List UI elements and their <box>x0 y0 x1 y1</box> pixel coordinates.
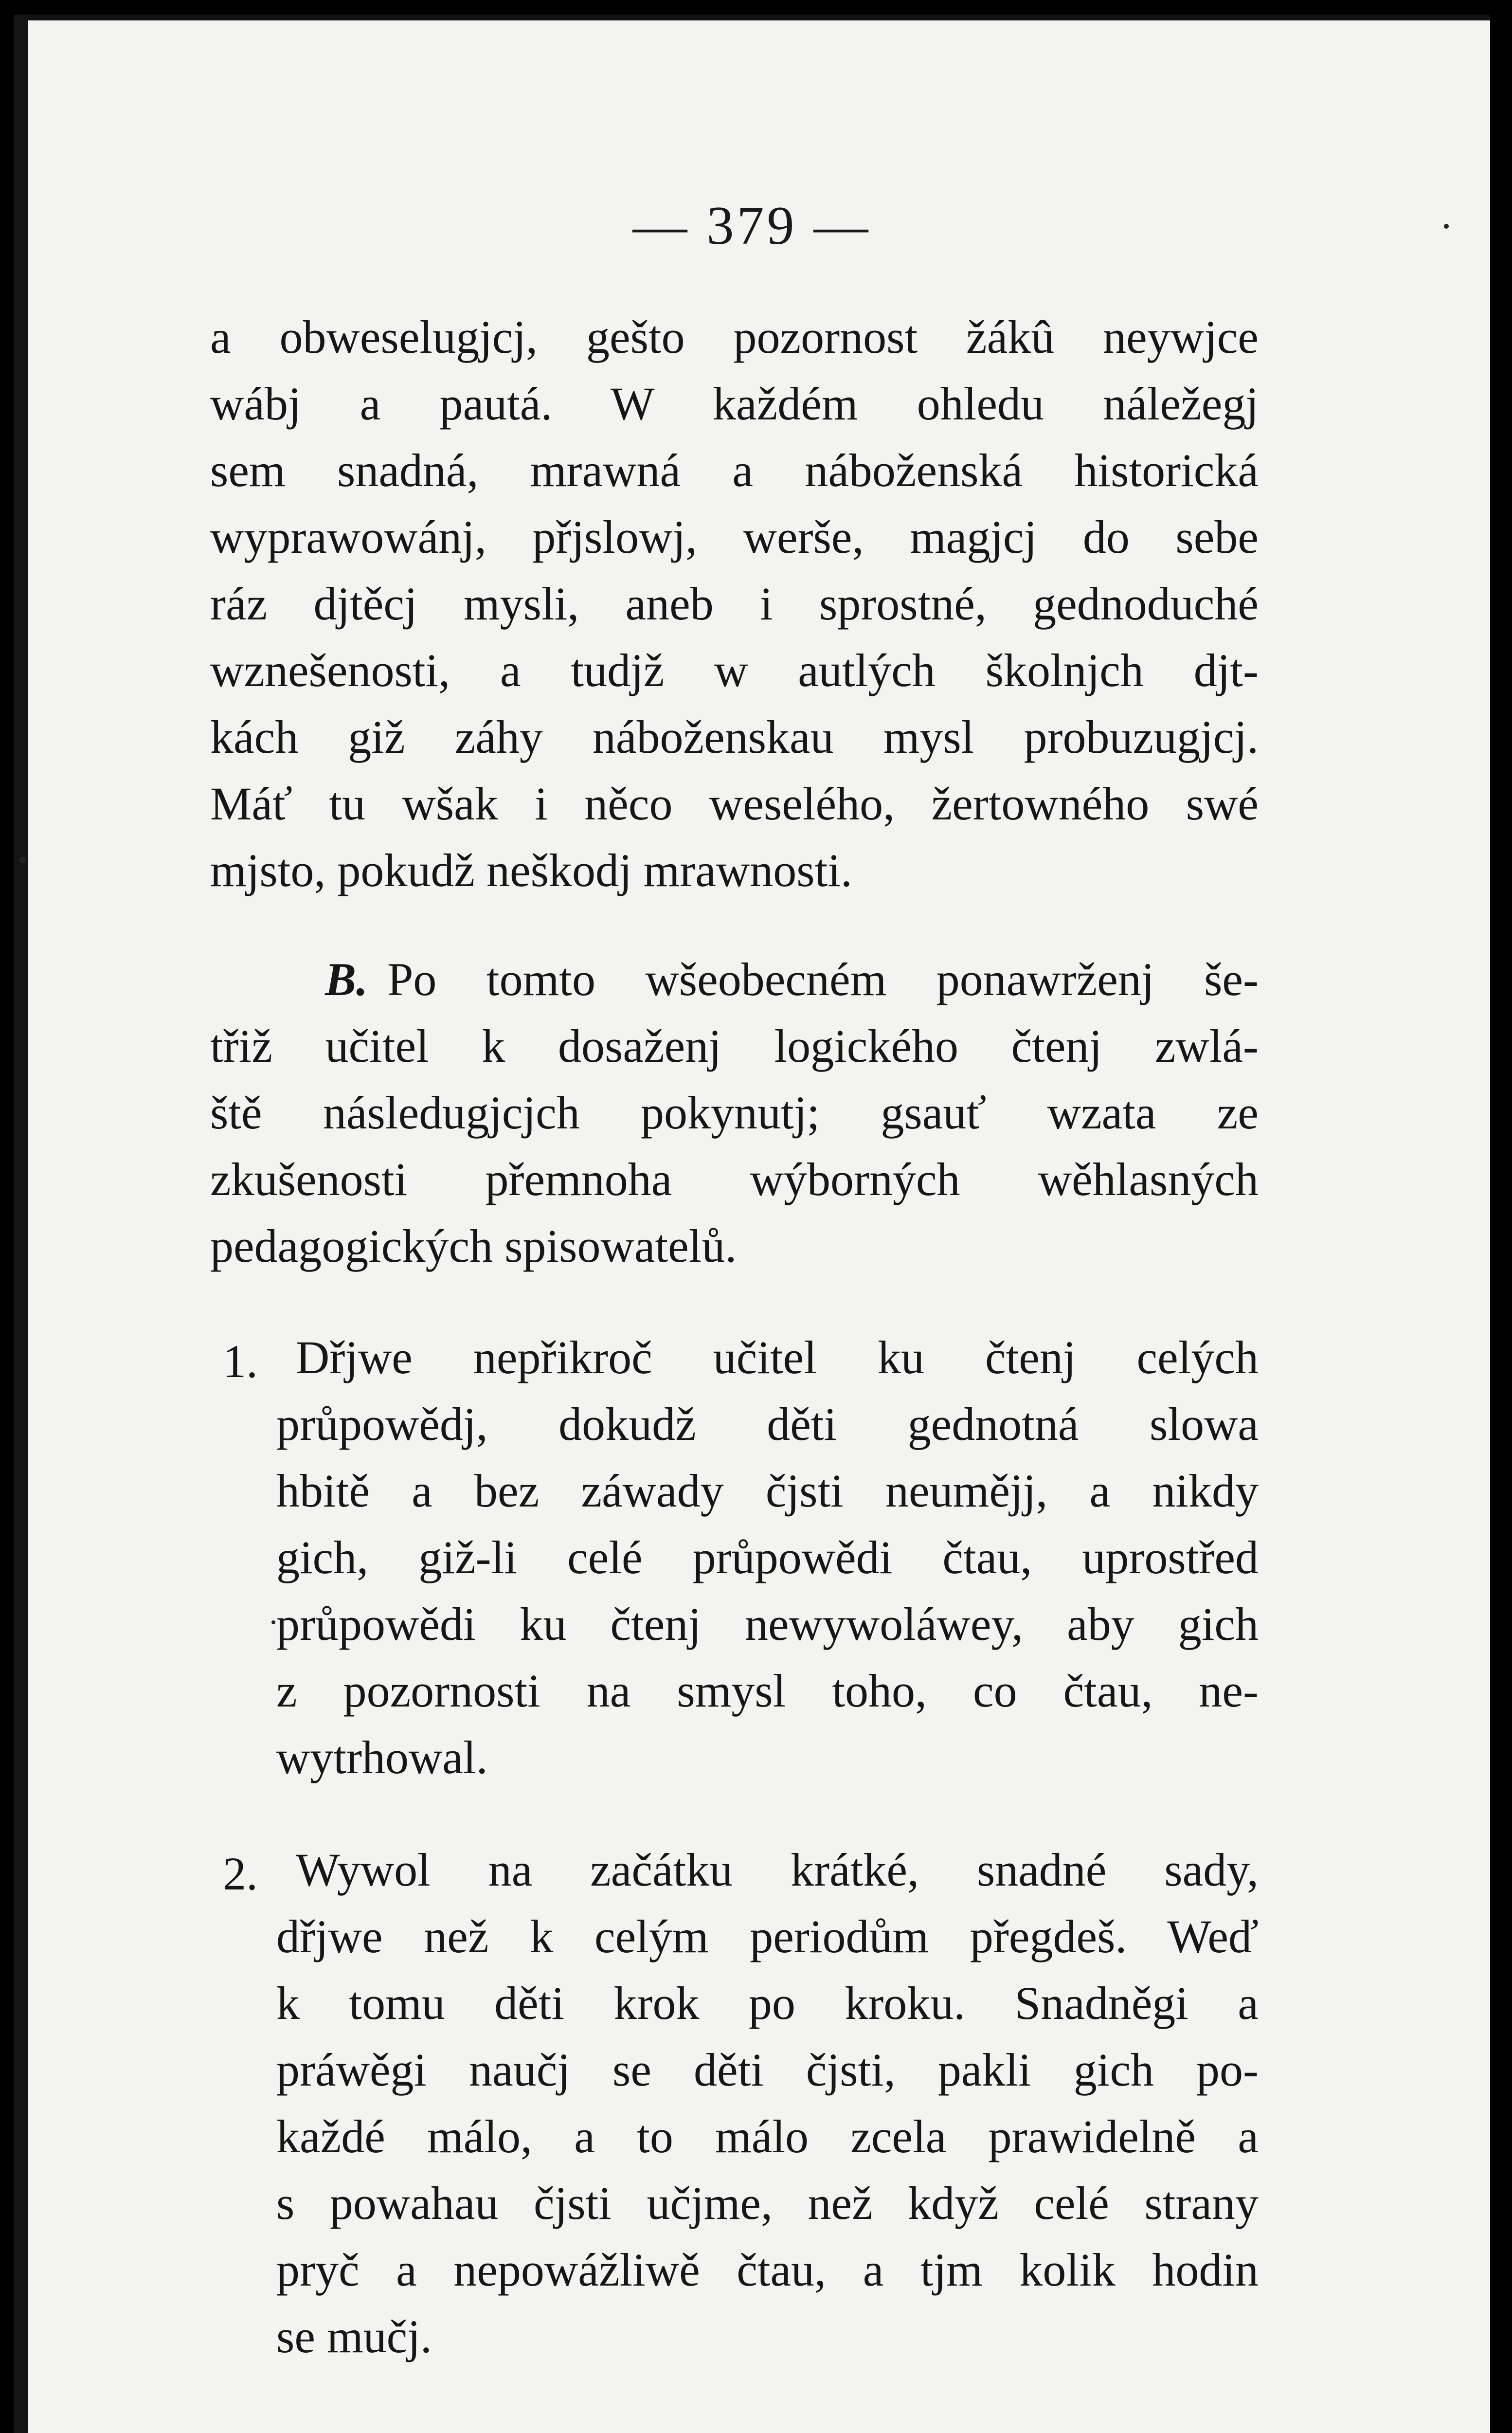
text-line: mjsto, pokudž neškodj mrawnosti. <box>210 844 852 896</box>
item-number: 1. <box>223 1335 258 1387</box>
text-line: kách giž záhy náboženskau mysl probuzugjcj. <box>210 711 1259 763</box>
text-line: se mučj. <box>276 2310 432 2362</box>
text-line: práwěgi naučj se děti čjsti, pakli gich po- <box>276 2044 1259 2096</box>
scan-speck <box>19 856 26 863</box>
page-number: — 379 — <box>632 196 871 256</box>
text-line: wznešenosti, a tudjž w autlých školnjch djt- <box>210 644 1259 696</box>
text-line <box>325 953 1259 1005</box>
text-line: ště následugjcjch pokynutj; gsauť wzata ze <box>210 1087 1259 1139</box>
book-page <box>14 15 1490 2433</box>
text-line: Wywol na začátku krátké, snadné sady, <box>296 1844 1259 1896</box>
text-line: každé málo, a to málo zcela prawidelně a <box>276 2110 1259 2162</box>
scan-speck <box>1444 224 1449 229</box>
text-line: průpowědi ku čtenj newywoláwey, aby gich <box>276 1598 1259 1650</box>
text-line: k tomu děti krok po kroku. Snadněgi a <box>276 1977 1259 2029</box>
scan-border-left <box>14 15 28 2433</box>
text-line: Dřjwe nepřikroč učitel ku čtenj celých <box>296 1331 1259 1383</box>
text-line: z pozornosti na smysl toho, co čtau, ne- <box>276 1665 1259 1717</box>
text-line: pryč a nepowážliwě čtau, a tjm kolik hodin <box>276 2244 1259 2296</box>
text-line: zkušenosti přemnoha wýborných wěhlasných <box>210 1153 1259 1205</box>
text-line: wábj a pautá. W každém ohledu náležegj <box>210 378 1259 430</box>
text-line: třiž učitel k dosaženj logického čtenj zwlá- <box>210 1020 1259 1072</box>
text-line: sem snadná, mrawná a náboženská historická <box>210 444 1259 496</box>
text-line: ráz djtěcj mysli, aneb i sprostné, gednoduché <box>210 578 1259 630</box>
text-line: dřjwe než k celým periodům přegdeš. Weď <box>276 1910 1259 1962</box>
item-number: 2. <box>223 1848 258 1900</box>
scan-border-top <box>14 15 1490 20</box>
text-line: gich, giž-li celé průpowědi čtau, uprostřed <box>276 1531 1259 1583</box>
scan-speck <box>271 1620 275 1624</box>
text-line: s powahau čjsti učjme, než když celé strany <box>276 2177 1259 2229</box>
text-line: průpowědj, dokudž děti gednotná slowa <box>276 1398 1259 1450</box>
text-line: pedagogických spisowatelů. <box>210 1220 737 1272</box>
text-line: wyprawowánj, přjslowj, werše, magjcj do sebe <box>210 511 1259 563</box>
text-line: wytrhowal. <box>276 1731 488 1783</box>
text-line: a obweselugjcj, gešto pozornost žákû neywjce <box>210 311 1259 363</box>
section-marker: B. <box>325 953 368 1005</box>
text-line-rest: Po tomto wšeobecném ponawrženj še- <box>387 953 1259 1005</box>
text-line: hbitě a bez záwady čjsti neumějj, a nikdy <box>276 1465 1259 1517</box>
text-line: Máť tu wšak i něco weselého, žertowného swé <box>210 778 1259 830</box>
